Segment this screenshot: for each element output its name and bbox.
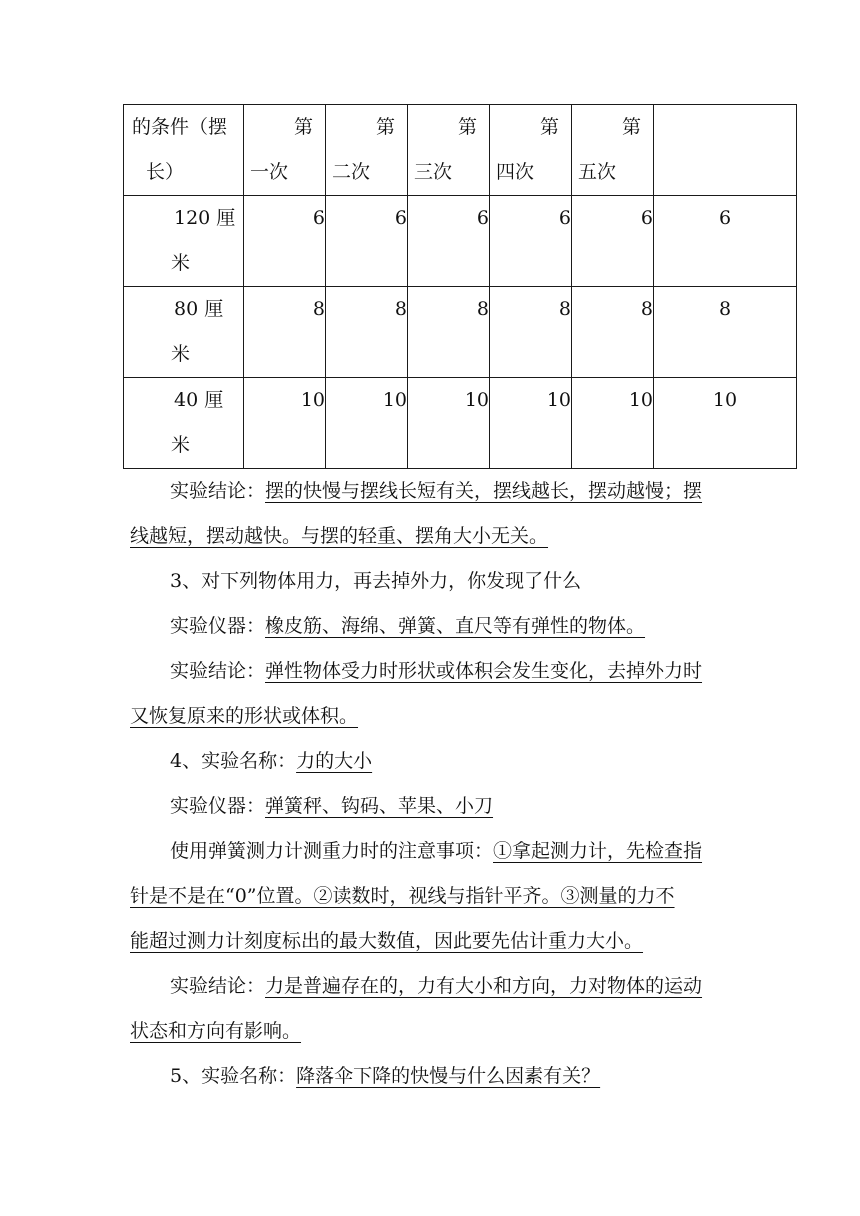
- row-label-line2: 米: [171, 343, 191, 365]
- conclusion-text: 摆的快慢与摆线长短有关，摆线越长，摆动越慢；摆: [265, 480, 703, 502]
- table-cell: 10: [490, 378, 572, 469]
- notes-text: ①拿起测力计，先检查指: [493, 840, 703, 862]
- row-label-cell: [124, 196, 244, 287]
- header-cell-trial-3: [408, 105, 490, 196]
- row-label-line2: 米: [171, 434, 191, 456]
- header-trial-line1: 第: [621, 116, 641, 138]
- row-label-line1: 120 厘: [174, 207, 236, 229]
- table-cell: 10: [408, 378, 490, 469]
- conclusion-text: 力是普遍存在的，力有大小和方向，力对物体的运动: [265, 975, 703, 997]
- item5-name: [130, 1054, 770, 1099]
- conclusion-text: 线越短，摆动越快。与摆的轻重、摆角大小无关。: [130, 525, 549, 547]
- header-trial-line2: 三次: [414, 161, 453, 183]
- table-cell: 10: [244, 378, 326, 469]
- data-table: [123, 104, 797, 469]
- header-cell-condition: [124, 105, 244, 196]
- row-label-cell: [124, 287, 244, 378]
- table-cell: 8: [572, 287, 654, 378]
- row-label-line1: 80 厘: [174, 298, 224, 320]
- table-cell: 8: [408, 287, 490, 378]
- header-trial-line1: 第: [539, 116, 559, 138]
- conclusion-1-line2: [130, 514, 730, 559]
- table-cell: 10: [326, 378, 408, 469]
- item4-instruments: [130, 784, 770, 829]
- table-cell: 6: [326, 196, 408, 287]
- item4-notes-line2: [130, 874, 730, 919]
- notes-label: 使用弹簧测力计测重力时的注意事项：: [170, 840, 494, 862]
- conclusion-text: 状态和方向有影响。: [130, 1020, 302, 1042]
- table-cell: 6: [490, 196, 572, 287]
- name-label: 5、实验名称：: [170, 1065, 297, 1087]
- conclusion-text: 弹性物体受力时形状或体积会发生变化，去掉外力时: [265, 660, 703, 682]
- header-trial-line2: 四次: [496, 161, 535, 183]
- table-cell: 8: [490, 287, 572, 378]
- header-trial-line1: 第: [375, 116, 395, 138]
- conclusion-label: 实验结论：: [170, 480, 266, 502]
- header-cell-trial-2: [326, 105, 408, 196]
- item4-conclusion-line2: [130, 1009, 730, 1054]
- header-condition-line2: 长）: [146, 161, 185, 183]
- conclusion-text: 又恢复原来的形状或体积。: [130, 705, 359, 727]
- table-row: [124, 287, 797, 378]
- item3-conclusion-line2: [130, 694, 730, 739]
- table-cell: 6: [654, 196, 797, 287]
- item4-conclusion-line1: [130, 964, 770, 1009]
- item4-notes-line3: [130, 919, 730, 964]
- table-cell: 10: [572, 378, 654, 469]
- item4-name: [130, 739, 770, 784]
- table-cell: 6: [572, 196, 654, 287]
- header-cell-empty: [654, 105, 797, 196]
- header-cell-trial-1: [244, 105, 326, 196]
- instruments-text: 橡皮筋、海绵、弹簧、直尺等有弹性的物体。: [265, 615, 646, 637]
- table-cell: 6: [244, 196, 326, 287]
- table-row: [124, 196, 797, 287]
- item3-conclusion-line1: [130, 649, 770, 694]
- table-cell: 6: [408, 196, 490, 287]
- table-row: [124, 378, 797, 469]
- experiment-name: 力的大小: [296, 750, 373, 772]
- conclusion-label: 实验结论：: [170, 975, 266, 997]
- experiment-name: 降落伞下降的快慢与什么因素有关？: [296, 1065, 601, 1087]
- notes-text: 能超过测力计刻度标出的最大数值，因此要先估计重力大小。: [130, 930, 644, 952]
- conclusion-1-line1: [130, 469, 770, 514]
- item4-notes-line1: [130, 829, 770, 874]
- row-label-line1: 40 厘: [174, 389, 224, 411]
- header-trial-line1: 第: [457, 116, 477, 138]
- table-cell: 8: [654, 287, 797, 378]
- table-cell: 8: [326, 287, 408, 378]
- table-cell: 8: [244, 287, 326, 378]
- table-header-row: [124, 105, 797, 196]
- header-condition-line1: 的条件（摆: [132, 116, 228, 138]
- conclusion-label: 实验结论：: [170, 660, 266, 682]
- instruments-label: 实验仪器：: [170, 795, 266, 817]
- row-label-line2: 米: [171, 252, 191, 274]
- header-trial-line2: 二次: [332, 161, 371, 183]
- header-trial-line1: 第: [293, 116, 313, 138]
- table-cell: 10: [654, 378, 797, 469]
- item3-instruments: [130, 604, 770, 649]
- notes-text: 针是不是在“0”位置。②读数时，视线与指针平齐。③测量的力不: [130, 885, 675, 907]
- instruments-text: 弹簧秤、钩码、苹果、小刀: [265, 795, 494, 817]
- name-label: 4、实验名称：: [170, 750, 297, 772]
- header-trial-line2: 一次: [250, 161, 289, 183]
- instruments-label: 实验仪器：: [170, 615, 266, 637]
- row-label-cell: [124, 378, 244, 469]
- header-trial-line2: 五次: [578, 161, 617, 183]
- item3-title: 3、对下列物体用力，再去掉外力，你发现了什么: [170, 570, 582, 592]
- header-cell-trial-4: [490, 105, 572, 196]
- header-cell-trial-5: [572, 105, 654, 196]
